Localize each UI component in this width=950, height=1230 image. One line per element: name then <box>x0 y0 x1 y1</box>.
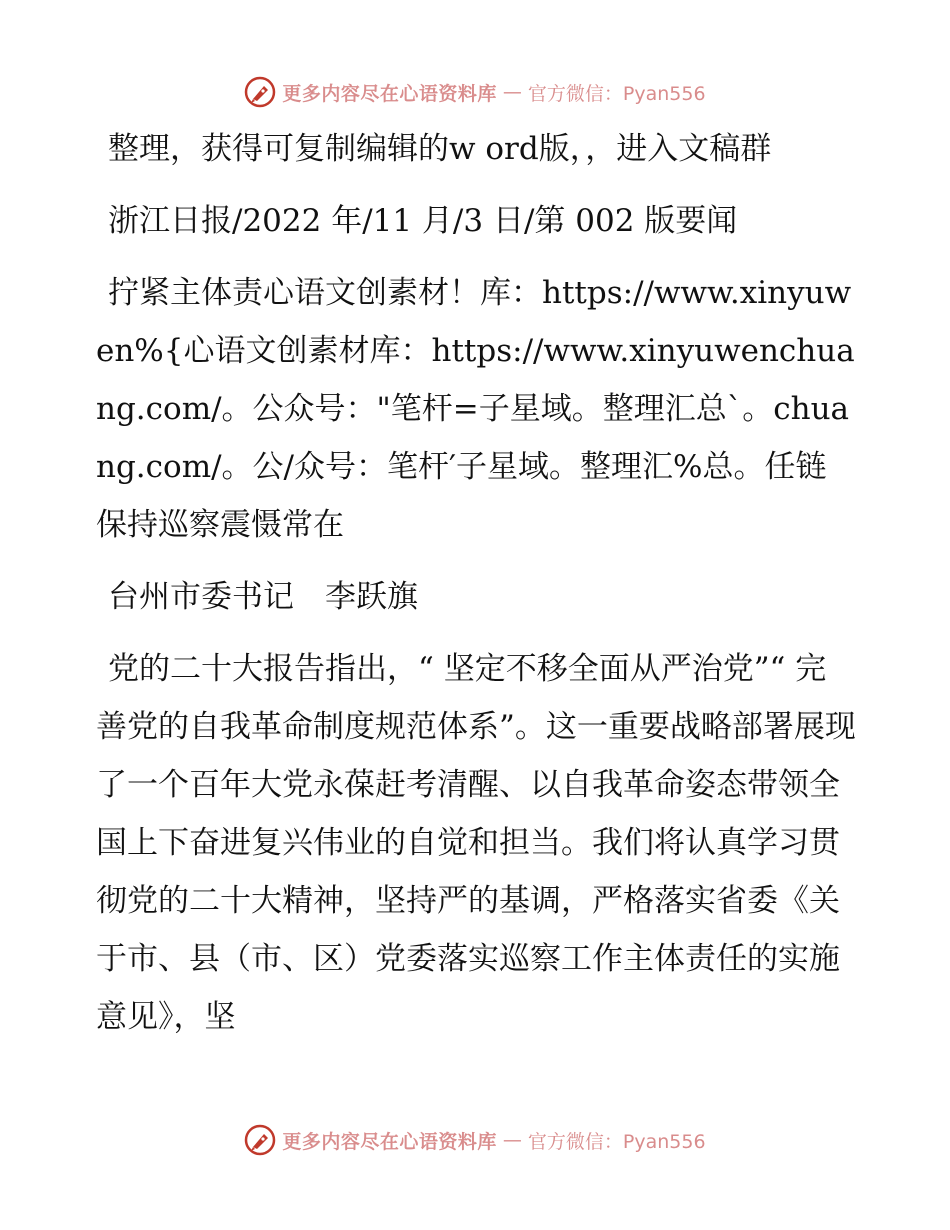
wechat-contact: 官方微信：Pyan556 <box>527 1130 706 1153</box>
headline-paragraph: 拧紧主体责心语文创素材！库：https://www.xinyuwen%{心语文创素材库：https://www.xinyuwenchuang.com/。公众号："笔杆=子星域。整理汇总`。chuang.com/。公/众号：笔杆′子星域。整理汇%总。任链 保持巡察震慑常在 <box>96 275 858 543</box>
header-banner <box>0 72 950 112</box>
banner-separator: — <box>502 81 522 103</box>
publication-line: 浙江日报/2022 年/11 月/3 日/第 002 版要闻 <box>108 203 738 239</box>
site-name: 更多内容尽在心语资料库 <box>282 1130 497 1153</box>
body-paragraph: 党的二十大报告指出，“ 坚定不移全面从严治党”“ 完善党的自我革命制度规范体系”。这一重要战略部署展现了一个百年大党永葆赶考清醒、以自我革命姿态带领全国上下奋进复兴伟业的自觉和担当。我们将认真学习贯彻党的二十大精神，坚持严的基调，严格落实省委《关于市、县（市、区）党委落实巡察工作主体责任的实施意见》，坚 <box>96 651 856 1035</box>
banner-separator: — <box>502 1129 522 1151</box>
pen-nib-logo-icon <box>244 1124 276 1156</box>
author-line: 台州市委书记 李跃旗 <box>108 579 418 615</box>
footer-banner <box>0 1120 950 1160</box>
intro-paragraph: 整理，获得可复制编辑的w ord版，，进入文稿群 <box>108 131 772 167</box>
pen-nib-logo-icon <box>244 76 276 108</box>
site-name: 更多内容尽在心语资料库 <box>282 82 497 105</box>
document-body <box>96 120 856 1046</box>
wechat-contact: 官方微信：Pyan556 <box>527 82 706 105</box>
